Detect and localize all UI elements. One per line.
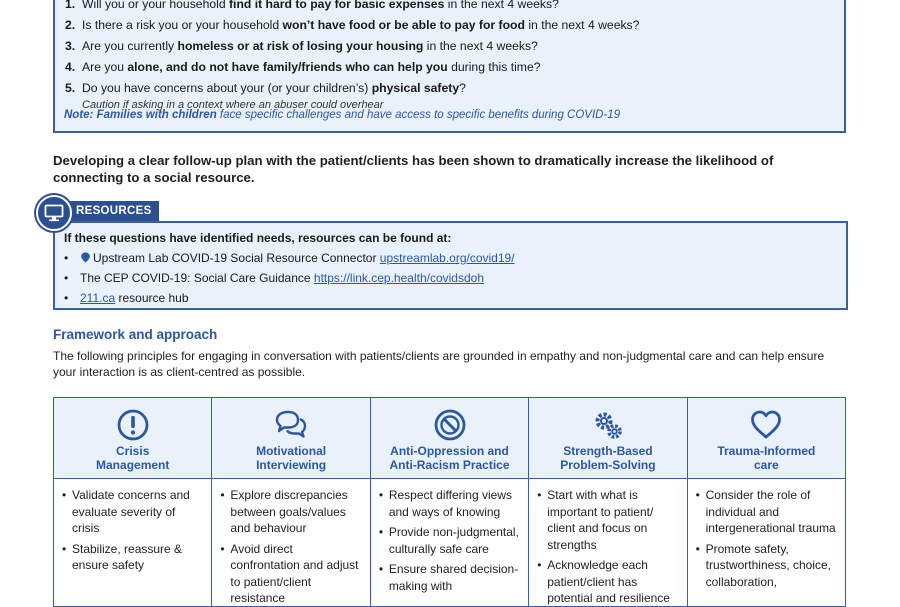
principle-header bbox=[688, 398, 845, 479]
principle-items bbox=[529, 479, 686, 607]
list-item: • Explore discrepancies between goals/values and behaviour bbox=[220, 487, 361, 537]
list-item: • Ensure shared decision-making with bbox=[379, 561, 520, 594]
principle-items bbox=[688, 479, 845, 590]
principle-anti-oppression bbox=[371, 398, 529, 606]
principle-title: Trauma-Informed care bbox=[717, 444, 816, 472]
resources-tab: RESOURCES bbox=[66, 201, 159, 221]
principle-header bbox=[371, 398, 528, 479]
cep-guidance-link[interactable]: https://link.cep.health/covidsdoh bbox=[313, 271, 484, 285]
list-item: • Provide non-judgmental, culturally safe care bbox=[379, 524, 520, 557]
question-1: 1. Will you or your household find it hard to pay for basic expenses in the next 4 weeks? bbox=[65, 0, 559, 11]
gears-icon bbox=[591, 408, 625, 442]
resources-panel bbox=[53, 221, 848, 310]
list-item: • Acknowledge each patient/client has potential and resilience bbox=[537, 557, 678, 607]
principle-title: Anti-Oppression and Anti-Racism Practice bbox=[389, 444, 510, 472]
questions-list bbox=[65, 0, 639, 114]
question-5: 5. Do you have concerns about your (or your children’s) physical safety? Caution if asking in a context where an abuser could overhear bbox=[65, 78, 639, 114]
principle-items bbox=[371, 479, 528, 594]
principle-motivational-interviewing bbox=[212, 398, 370, 606]
pin-icon bbox=[80, 252, 91, 263]
list-item: • Respect differing views and ways of knowing bbox=[379, 487, 520, 520]
list-item: • Stabilize, reassure & ensure safety bbox=[62, 541, 203, 574]
prohibited-icon bbox=[433, 408, 467, 442]
heart-icon bbox=[749, 408, 783, 442]
principle-title: Strength-Based Problem-Solving bbox=[560, 444, 656, 472]
follow-up-statement: Developing a clear follow-up plan with the patient/clients has been shown to dramatically increase the likelihood of connecting to a social resource. bbox=[53, 153, 774, 185]
211-link[interactable]: 211.ca bbox=[80, 291, 116, 305]
principle-header bbox=[212, 398, 369, 479]
list-item: • Consider the role of individual and intergenerational trauma bbox=[696, 487, 837, 537]
question-3: 3. Are you currently homeless or at risk of losing your housing in the next 4 weeks? bbox=[65, 39, 538, 53]
bullet: • bbox=[64, 251, 69, 265]
principle-header bbox=[529, 398, 686, 479]
bullet: • bbox=[64, 271, 69, 285]
principle-items bbox=[54, 479, 211, 574]
resource-item-cep: • The CEP COVID-19: Social Care Guidance https://link.cep.health/covidsdoh bbox=[64, 268, 515, 288]
principle-title: Crisis Management bbox=[96, 444, 170, 472]
principle-strength-based bbox=[529, 398, 687, 606]
resources-list bbox=[64, 248, 515, 308]
resource-item-211: • 211.ca resource hub bbox=[64, 288, 515, 308]
monitor-icon-svg bbox=[44, 204, 64, 222]
question-4: 4. Are you alone, and do not have family/friends who can help you during this time? bbox=[65, 60, 541, 74]
framework-title: Framework and approach bbox=[53, 327, 218, 342]
screening-questions-panel bbox=[53, 0, 846, 133]
principle-trauma-informed bbox=[688, 398, 845, 606]
resources-intro: If these questions have identified needs, resources can be found at: bbox=[64, 231, 452, 245]
list-item: • Start with what is important to patient/ client and focus on strengths bbox=[537, 487, 678, 553]
bullet: • bbox=[64, 291, 69, 305]
list-item: • Validate concerns and evaluate severity of crisis bbox=[62, 487, 203, 537]
monitor-icon bbox=[36, 195, 72, 231]
question-2: 2. Is there a risk you or your household won’t have food or be able to pay for food in the next 4 weeks? bbox=[65, 18, 640, 32]
framework-body: The following principles for engaging in conversation with patients/clients are grounded in empathy and non-judgmental care and can help ensure your interaction is as client-centred as possible. bbox=[53, 349, 825, 379]
principle-title: Motivational Interviewing bbox=[256, 444, 327, 472]
upstream-lab-link[interactable]: upstreamlab.org/covid19/ bbox=[379, 251, 515, 265]
principles-grid bbox=[53, 397, 846, 607]
list-item: • Promote safety, trustworthiness, choice, collaboration, bbox=[696, 541, 837, 591]
speech-bubbles-icon bbox=[274, 408, 308, 442]
resource-item-upstream: • Upstream Lab COVID-19 Social Resource Connector upstreamlab.org/covid19/ bbox=[64, 248, 515, 268]
exclamation-icon bbox=[116, 408, 150, 442]
principle-header bbox=[54, 398, 211, 479]
principle-items bbox=[212, 479, 369, 607]
families-note: Note: Families with children face specific challenges and have access to specific benefits during COVID-19 bbox=[64, 109, 621, 121]
list-item: • Avoid direct confrontation and adjust to patient/client resistance bbox=[220, 541, 361, 607]
principle-crisis-management bbox=[54, 398, 212, 606]
question-5-caution: Caution if asking in a context where an abuser could overhear bbox=[82, 99, 384, 111]
